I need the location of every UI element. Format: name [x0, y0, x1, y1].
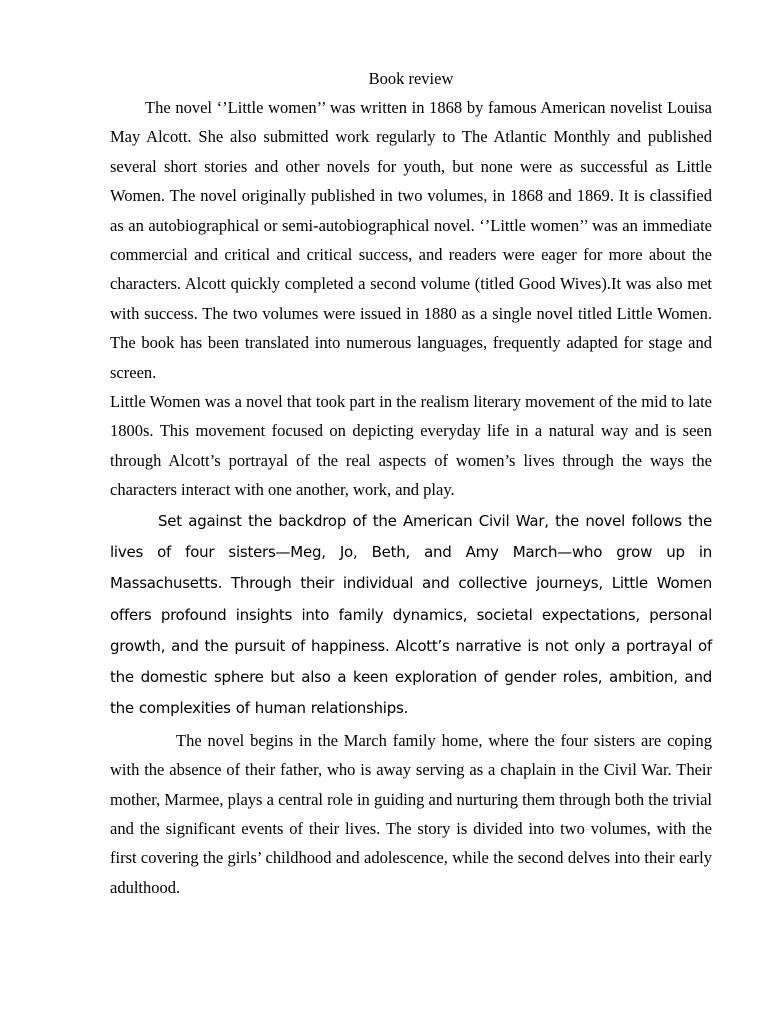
paragraph-realism-movement: Little Women was a novel that took part in the realism literary movement of the mid to late 1800s. This movement focused on depicting everyday life in a natural way and is seen through Alcott’s portrayal of the real aspects of women’s lives through the ways the characters interact with one another, work, and play.: [110, 392, 712, 500]
paragraph-publication-history: The novel ‘’Little women’’ was written in 1868 by famous American novelist Louisa May Alcott. She also submitted work regularly to The Atlantic Monthly and published several short stories and other novels for youth, but none were as successful as Little Women. The novel originally published in two volumes, in 1868 and 1869. It is classified as an autobiographical or semi-autobiographical novel. ‘’Little women’’ was an immediate commercial and critical and critical success, and readers were eager for more about the characters. Alcott quickly completed a second volume (titled Good Wives).It was also met with success. The two volumes were issued in 1880 as a single novel titled Little Women. The book has been translated into numerous languages, frequently adapted for stage and screen.: [110, 98, 712, 382]
paragraph-civil-war-setting: Set against the backdrop of the American Civil War, the novel follows the lives of four sisters—Meg, Jo, Beth, and Amy March—who grow up in Massachusetts. Through their individual and collective journeys, Little Women offers profound insights into family dynamics, societal expectations, personal growth, and the pursuit of happiness. Alcott’s narrative is not only a portrayal of the domestic sphere but also a keen exploration of gender roles, ambition, and the complexities of human relationships.: [110, 511, 712, 718]
paragraph-march-family-home: The novel begins in the March family home, where the four sisters are coping with the absence of their father, who is away serving as a chaplain in the Civil War. Their mother, Marmee, plays a central role in guiding and nurturing them through both the trivial and the significant events of their lives. The story is divided into two volumes, with the first covering the girls’ childhood and adolescence, while the second delves into their early adulthood.: [110, 730, 712, 897]
document-body: [110, 66, 712, 902]
document-title: Book review: [368, 69, 454, 88]
